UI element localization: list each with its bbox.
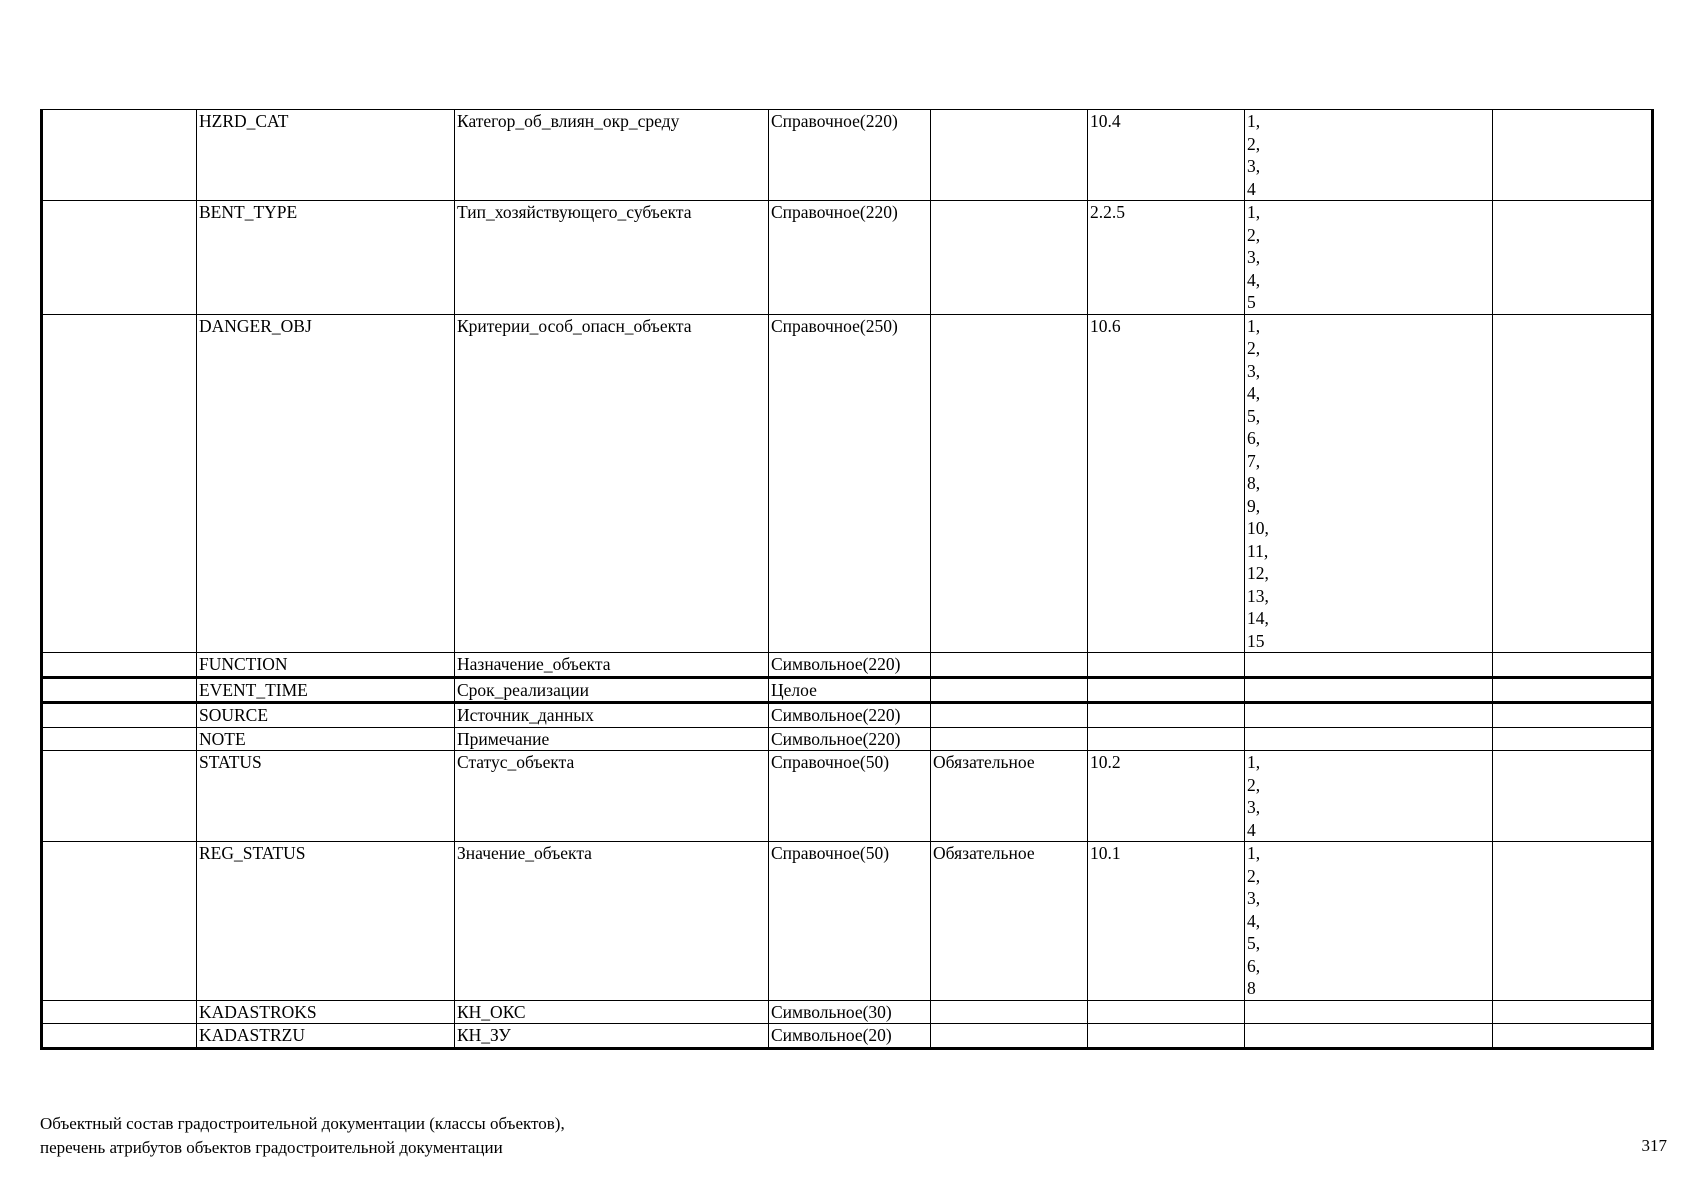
code-value: 5: [1247, 292, 1256, 312]
attribute-codes-cell: [1245, 1024, 1493, 1049]
attribute-name-cell: SOURCE: [197, 703, 455, 728]
table-row: [42, 653, 1653, 678]
attribute-type-cell: Справочное(220): [769, 201, 931, 315]
attribute-alias-cell: КН_ЗУ: [455, 1024, 769, 1049]
row-group-cell: [42, 314, 197, 653]
attribute-name-cell: KADASTRZU: [197, 1024, 455, 1049]
attribute-reference-cell: [1088, 1000, 1245, 1024]
attribute-type-cell: Справочное(50): [769, 751, 931, 842]
attribute-note-cell: [1493, 677, 1653, 703]
attribute-name-cell: REG_STATUS: [197, 842, 455, 1001]
attribute-type-cell: Справочное(250): [769, 314, 931, 653]
attribute-codes-cell: [1245, 677, 1493, 703]
code-value: 13,: [1247, 585, 1269, 606]
attribute-reference-cell: 10.2: [1088, 751, 1245, 842]
attribute-name-cell: KADASTROKS: [197, 1000, 455, 1024]
attribute-required-cell: [931, 653, 1088, 678]
attribute-type-cell: Символьное(20): [769, 1024, 931, 1049]
code-value: 2,: [1247, 774, 1261, 795]
attribute-type-cell: Справочное(220): [769, 110, 931, 201]
attribute-name-cell: FUNCTION: [197, 653, 455, 678]
attribute-note-cell: [1493, 314, 1653, 653]
code-value: 3,: [1247, 888, 1261, 908]
code-value: 3,: [1247, 247, 1261, 267]
attribute-name-cell: EVENT_TIME: [197, 677, 455, 703]
row-group-cell: [42, 842, 197, 1001]
code-value: 4,: [1247, 910, 1261, 931]
attribute-alias-cell: КН_ОКС: [455, 1000, 769, 1024]
code-value: 10,: [1247, 518, 1269, 538]
table-row: [42, 1000, 1653, 1024]
attribute-reference-cell: [1088, 1024, 1245, 1049]
code-value: 6,: [1247, 428, 1261, 448]
row-group-cell: [42, 201, 197, 315]
code-value: 3,: [1247, 797, 1261, 817]
table-row: [42, 842, 1653, 1001]
row-group-cell: [42, 1000, 197, 1024]
code-value: 4: [1247, 819, 1256, 840]
attribute-reference-cell: [1088, 703, 1245, 728]
attribute-type-cell: Целое: [769, 677, 931, 703]
code-value: 8,: [1247, 473, 1261, 493]
row-group-cell: [42, 677, 197, 703]
attribute-name-cell: BENT_TYPE: [197, 201, 455, 315]
row-group-cell: [42, 703, 197, 728]
attribute-alias-cell: Тип_хозяйствующего_субъекта: [455, 201, 769, 315]
attribute-note-cell: [1493, 751, 1653, 842]
row-group-cell: [42, 1024, 197, 1049]
code-value: 14,: [1247, 608, 1269, 628]
table-row: [42, 314, 1653, 653]
attribute-required-cell: [931, 1024, 1088, 1049]
attributes-table-body: [42, 110, 1653, 1049]
attribute-note-cell: [1493, 842, 1653, 1001]
attribute-codes-cell: [1245, 110, 1493, 201]
attribute-note-cell: [1493, 1024, 1653, 1049]
code-value: 5,: [1247, 933, 1261, 953]
attribute-type-cell: Символьное(220): [769, 703, 931, 728]
table-row: [42, 677, 1653, 703]
attribute-alias-cell: Срок_реализации: [455, 677, 769, 703]
attribute-reference-cell: 10.1: [1088, 842, 1245, 1001]
attribute-reference-cell: [1088, 653, 1245, 678]
code-value: 1,: [1247, 752, 1261, 772]
attribute-required-cell: [931, 314, 1088, 653]
code-value: 2,: [1247, 865, 1261, 886]
attributes-table: [40, 109, 1654, 1050]
table-row: [42, 110, 1653, 201]
attribute-codes-cell: [1245, 842, 1493, 1001]
row-group-cell: [42, 653, 197, 678]
attribute-codes-cell: [1245, 653, 1493, 678]
attribute-type-cell: Символьное(220): [769, 653, 931, 678]
attribute-name-cell: HZRD_CAT: [197, 110, 455, 201]
row-group-cell: [42, 110, 197, 201]
attribute-alias-cell: Примечание: [455, 727, 769, 751]
code-value: 11,: [1247, 540, 1269, 561]
attribute-note-cell: [1493, 1000, 1653, 1024]
code-value: 7,: [1247, 450, 1261, 471]
attribute-required-cell: [931, 727, 1088, 751]
attribute-note-cell: [1493, 703, 1653, 728]
attribute-note-cell: [1493, 110, 1653, 201]
attribute-type-cell: Символьное(220): [769, 727, 931, 751]
footer-line-2: перечень атрибутов объектов градостроительной документации: [40, 1138, 503, 1157]
code-value: 15: [1247, 630, 1265, 651]
attribute-type-cell: Символьное(30): [769, 1000, 931, 1024]
attribute-codes-cell: [1245, 314, 1493, 653]
attribute-codes-cell: [1245, 727, 1493, 751]
table-row: [42, 727, 1653, 751]
attribute-required-cell: [931, 677, 1088, 703]
page-number: 317: [1641, 1136, 1667, 1155]
code-value: 2,: [1247, 338, 1261, 358]
attribute-required-cell: [931, 110, 1088, 201]
attribute-required-cell: [931, 1000, 1088, 1024]
code-value: 4,: [1247, 269, 1261, 290]
code-value: 12,: [1247, 563, 1269, 583]
code-value: 1,: [1247, 843, 1261, 863]
attribute-name-cell: DANGER_OBJ: [197, 314, 455, 653]
attribute-alias-cell: Назначение_объекта: [455, 653, 769, 678]
attribute-name-cell: STATUS: [197, 751, 455, 842]
attribute-required-cell: Обязательное: [931, 842, 1088, 1001]
attribute-alias-cell: Источник_данных: [455, 703, 769, 728]
attribute-note-cell: [1493, 727, 1653, 751]
code-value: 1,: [1247, 202, 1261, 222]
code-value: 5,: [1247, 405, 1261, 426]
row-group-cell: [42, 727, 197, 751]
row-group-cell: [42, 751, 197, 842]
attribute-reference-cell: 10.6: [1088, 314, 1245, 653]
code-value: 8: [1247, 978, 1256, 998]
attribute-codes-cell: [1245, 751, 1493, 842]
attribute-reference-cell: [1088, 727, 1245, 751]
code-value: 1,: [1247, 111, 1261, 131]
attribute-codes-cell: [1245, 201, 1493, 315]
attribute-reference-cell: 10.4: [1088, 110, 1245, 201]
attribute-required-cell: [931, 703, 1088, 728]
attribute-name-cell: NOTE: [197, 727, 455, 751]
code-value: 4,: [1247, 383, 1261, 403]
attribute-alias-cell: Критерии_особ_опасн_объекта: [455, 314, 769, 653]
table-row: [42, 1024, 1653, 1049]
table-row: [42, 201, 1653, 315]
table-row: [42, 703, 1653, 728]
attribute-type-cell: Справочное(50): [769, 842, 931, 1001]
code-value: 2,: [1247, 224, 1261, 245]
code-value: 6,: [1247, 955, 1261, 976]
attribute-codes-cell: [1245, 1000, 1493, 1024]
code-value: 3,: [1247, 156, 1261, 176]
code-value: 3,: [1247, 360, 1261, 381]
footer-caption: [40, 1112, 565, 1160]
attribute-alias-cell: Статус_объекта: [455, 751, 769, 842]
attribute-reference-cell: 2.2.5: [1088, 201, 1245, 315]
code-value: 4: [1247, 178, 1256, 199]
attribute-required-cell: Обязательное: [931, 751, 1088, 842]
code-value: 2,: [1247, 133, 1261, 154]
code-value: 1,: [1247, 315, 1261, 336]
attribute-note-cell: [1493, 653, 1653, 678]
code-value: 9,: [1247, 495, 1261, 516]
attribute-alias-cell: Значение_объекта: [455, 842, 769, 1001]
attribute-reference-cell: [1088, 677, 1245, 703]
attribute-required-cell: [931, 201, 1088, 315]
footer-line-1: Объектный состав градостроительной документации (классы объектов),: [40, 1114, 565, 1133]
attribute-alias-cell: Категор_об_влиян_окр_среду: [455, 110, 769, 201]
attribute-note-cell: [1493, 201, 1653, 315]
attribute-codes-cell: [1245, 703, 1493, 728]
table-row: [42, 751, 1653, 842]
